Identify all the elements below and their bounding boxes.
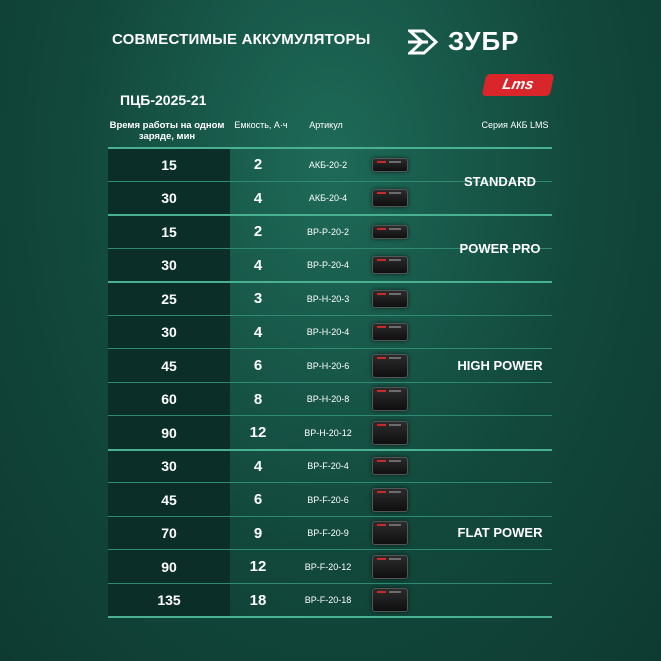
battery-icon bbox=[372, 555, 408, 579]
battery-icon bbox=[372, 521, 408, 545]
model-title: ПЦБ-2025-21 bbox=[120, 92, 207, 108]
capacity-cell: 6 bbox=[253, 357, 263, 375]
battery-icon bbox=[372, 290, 408, 308]
capacity-cell: 4 bbox=[253, 189, 263, 207]
runtime-cell: 45 bbox=[108, 483, 230, 516]
runtime-cell: 25 bbox=[108, 282, 230, 315]
table-divider bbox=[108, 214, 552, 216]
brand-logo bbox=[408, 26, 520, 57]
article-cell: ВР-Р-20-4 bbox=[306, 260, 350, 271]
runtime-cell: 70 bbox=[108, 517, 230, 550]
article-cell: ВР-Р-20-2 bbox=[306, 226, 350, 237]
table-divider bbox=[108, 281, 552, 283]
battery-image-cell bbox=[370, 383, 410, 416]
battery-image-cell bbox=[370, 517, 410, 550]
article-cell: ВР-Н-20-6 bbox=[306, 360, 350, 371]
battery-image-cell bbox=[370, 483, 410, 516]
series-label: STANDARD bbox=[464, 173, 536, 189]
series-label: HIGH POWER bbox=[457, 357, 543, 373]
table-row bbox=[108, 483, 552, 516]
capacity-cell: 12 bbox=[249, 424, 267, 442]
runtime-cell: 30 bbox=[108, 249, 230, 282]
runtime-cell: 60 bbox=[108, 383, 230, 416]
table-row bbox=[108, 584, 552, 617]
series-label: FLAT POWER bbox=[457, 525, 543, 541]
article-cell: ВР-F-20-9 bbox=[307, 528, 349, 539]
capacity-cell: 6 bbox=[253, 491, 263, 509]
battery-image-cell bbox=[370, 349, 410, 382]
capacity-cell: 9 bbox=[253, 524, 263, 542]
brand-name: ЗУБР bbox=[448, 26, 520, 56]
brand-arrow-icon bbox=[408, 27, 442, 57]
battery-icon bbox=[372, 387, 408, 411]
article-cell: АКБ-20-2 bbox=[308, 159, 348, 170]
runtime-cell: 90 bbox=[108, 550, 230, 583]
table-divider bbox=[108, 147, 552, 149]
battery-icon bbox=[372, 323, 408, 341]
capacity-cell: 8 bbox=[253, 390, 263, 408]
table-divider bbox=[108, 348, 552, 349]
battery-icon bbox=[372, 588, 408, 612]
table-row bbox=[108, 450, 552, 483]
article-cell: АКБ-20-4 bbox=[308, 193, 348, 204]
article-cell: ВР-Н-20-12 bbox=[304, 427, 352, 438]
runtime-cell: 30 bbox=[108, 316, 230, 349]
table-divider bbox=[108, 583, 552, 584]
capacity-cell: 2 bbox=[253, 223, 263, 241]
table-divider bbox=[108, 415, 552, 416]
capacity-cell: 4 bbox=[253, 457, 263, 475]
battery-image-cell bbox=[370, 282, 410, 315]
runtime-cell: 15 bbox=[108, 215, 230, 248]
battery-icon bbox=[372, 354, 408, 378]
table-divider bbox=[108, 616, 552, 618]
series-label: POWER PRO bbox=[459, 240, 541, 256]
battery-icon bbox=[372, 158, 408, 172]
runtime-cell: 90 bbox=[108, 416, 230, 449]
lms-badge: Lms bbox=[482, 74, 555, 96]
article-cell: ВР-Н-20-4 bbox=[306, 327, 350, 338]
battery-image-cell bbox=[370, 550, 410, 583]
column-header-series: Серия АКБ LMS bbox=[481, 120, 549, 130]
table-row bbox=[108, 550, 552, 583]
runtime-cell: 15 bbox=[108, 148, 230, 181]
article-cell: ВР-Н-20-3 bbox=[306, 293, 350, 304]
battery-icon bbox=[372, 189, 408, 207]
runtime-cell: 30 bbox=[108, 182, 230, 215]
battery-image-cell bbox=[370, 416, 410, 449]
battery-image-cell bbox=[370, 182, 410, 215]
article-cell: ВР-F-20-18 bbox=[304, 595, 352, 606]
table-row bbox=[108, 416, 552, 449]
capacity-cell: 18 bbox=[249, 591, 267, 609]
article-cell: ВР-Н-20-8 bbox=[306, 394, 350, 405]
table-row bbox=[108, 282, 552, 315]
table-row bbox=[108, 316, 552, 349]
battery-image-cell bbox=[370, 148, 410, 181]
battery-image-cell bbox=[370, 450, 410, 483]
table-divider bbox=[108, 382, 552, 383]
table-divider bbox=[108, 549, 552, 550]
battery-icon bbox=[372, 225, 408, 239]
capacity-cell: 12 bbox=[249, 558, 267, 576]
battery-icon bbox=[372, 488, 408, 512]
column-header-time: Время работы на одном заряде, мин bbox=[109, 120, 225, 142]
column-header-capacity: Емкость, А·ч bbox=[234, 120, 288, 130]
column-header-article: Артикул bbox=[309, 120, 343, 130]
capacity-cell: 3 bbox=[253, 290, 263, 308]
battery-image-cell bbox=[370, 584, 410, 617]
table-row bbox=[108, 383, 552, 416]
runtime-cell: 30 bbox=[108, 450, 230, 483]
article-cell: ВР-F-20-12 bbox=[304, 561, 352, 572]
table-divider bbox=[108, 516, 552, 517]
battery-icon bbox=[372, 421, 408, 445]
runtime-cell: 45 bbox=[108, 349, 230, 382]
table-divider bbox=[108, 449, 552, 451]
article-cell: ВР-F-20-4 bbox=[307, 461, 349, 472]
battery-icon bbox=[372, 256, 408, 274]
battery-image-cell bbox=[370, 215, 410, 248]
page-title: СОВМЕСТИМЫЕ АККУМУЛЯТОРЫ bbox=[112, 31, 371, 48]
capacity-cell: 4 bbox=[253, 256, 263, 274]
capacity-cell: 4 bbox=[253, 323, 263, 341]
capacity-cell: 2 bbox=[253, 156, 263, 174]
runtime-cell: 135 bbox=[108, 584, 230, 617]
table-divider bbox=[108, 315, 552, 316]
article-cell: ВР-F-20-6 bbox=[307, 494, 349, 505]
battery-image-cell bbox=[370, 249, 410, 282]
battery-icon bbox=[372, 457, 408, 475]
table-divider bbox=[108, 482, 552, 483]
battery-image-cell bbox=[370, 316, 410, 349]
